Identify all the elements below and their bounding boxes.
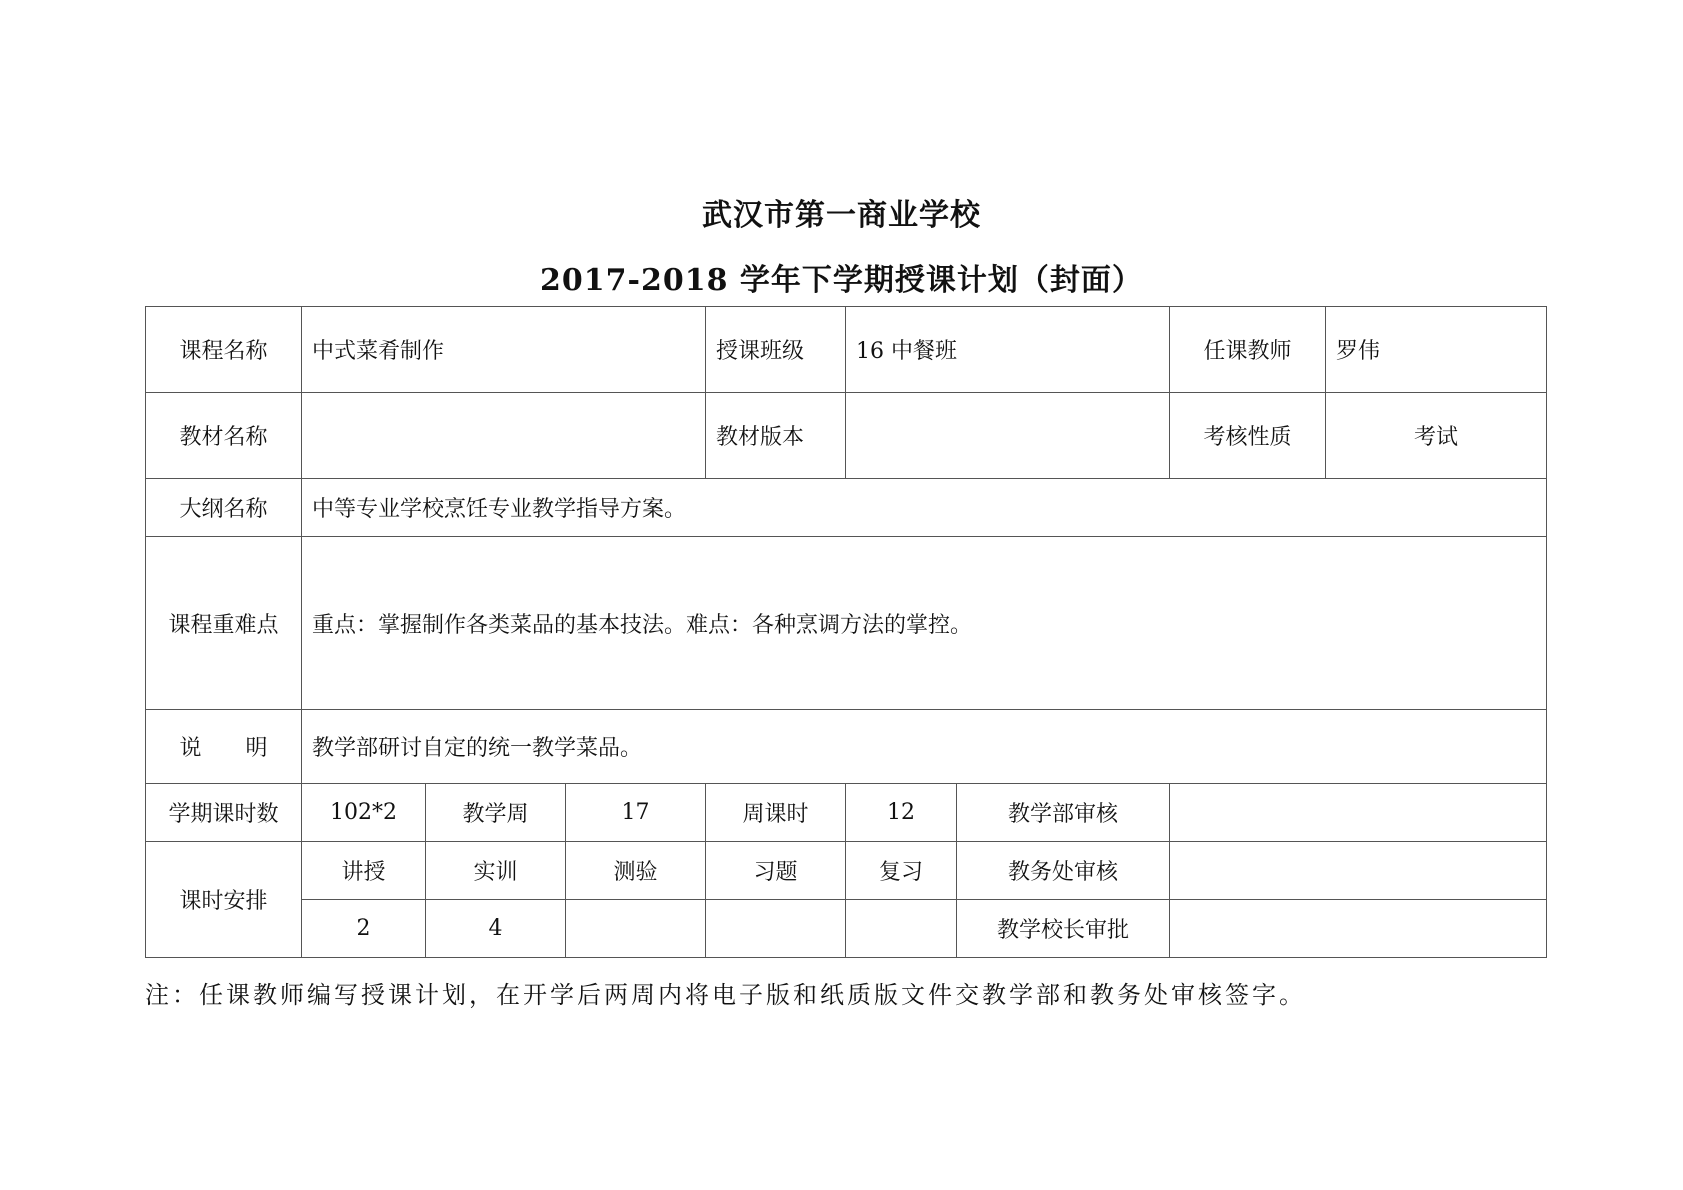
semester-hours-value: 102*2	[302, 784, 426, 842]
affairs-review-label: 教务处审核	[957, 842, 1170, 900]
explanation-label	[146, 710, 302, 784]
textbook-name-value	[302, 393, 706, 479]
course-name-label: 课程名称	[146, 307, 302, 393]
schedule-header-review: 复习	[846, 842, 957, 900]
course-name-value: 中式菜肴制作	[302, 307, 706, 393]
teacher-value: 罗伟	[1326, 307, 1547, 393]
school-title: 武汉市第一商业学校	[702, 198, 981, 233]
outline-value: 中等专业学校烹饪专业教学指导方案。	[302, 479, 1547, 537]
schedule-header-practice: 实训	[426, 842, 566, 900]
textbook-edition-value	[846, 393, 1170, 479]
semester-hours-label: 学期课时数	[146, 784, 302, 842]
class-label: 授课班级	[706, 307, 846, 393]
table-row	[146, 842, 1547, 900]
schedule-header-quiz: 测验	[566, 842, 706, 900]
table-row	[146, 307, 1547, 393]
textbook-name-label: 教材名称	[146, 393, 302, 479]
schedule-header-lecture: 讲授	[302, 842, 426, 900]
table-row	[146, 900, 1547, 958]
table-row	[146, 393, 1547, 479]
plan-title: 2017-2018 学年下学期授课计划（封面）	[540, 263, 1143, 298]
teaching-weeks-label: 教学周	[426, 784, 566, 842]
affairs-review-value	[1170, 842, 1547, 900]
schedule-label: 课时安排	[146, 842, 302, 958]
teaching-weeks-value: 17	[566, 784, 706, 842]
table-row	[146, 537, 1547, 710]
dept-review-value	[1170, 784, 1547, 842]
textbook-edition-label: 教材版本	[706, 393, 846, 479]
schedule-value-practice: 4	[426, 900, 566, 958]
key-points-label: 课程重难点	[146, 537, 302, 710]
footer-note: 注：任课教师编写授课计划，在开学后两周内将电子版和纸质版文件交教学部和教务处审核签字。	[145, 981, 1306, 1009]
schedule-value-lecture: 2	[302, 900, 426, 958]
table-row	[146, 479, 1547, 537]
teacher-label: 任课教师	[1170, 307, 1326, 393]
assessment-label: 考核性质	[1170, 393, 1326, 479]
key-points-value: 重点：掌握制作各类菜品的基本技法。难点：各种烹调方法的掌控。	[302, 537, 1547, 710]
schedule-value-exercise	[706, 900, 846, 958]
weekly-hours-label: 周课时	[706, 784, 846, 842]
assessment-value: 考试	[1326, 393, 1547, 479]
table-row	[146, 710, 1547, 784]
schedule-header-exercise: 习题	[706, 842, 846, 900]
explanation-value: 教学部研讨自定的统一教学菜品。	[302, 710, 1547, 784]
principal-approval-label: 教学校长审批	[957, 900, 1170, 958]
outline-label: 大纲名称	[146, 479, 302, 537]
course-plan-table	[145, 306, 1547, 958]
schedule-value-review	[846, 900, 957, 958]
class-value: 16 中餐班	[846, 307, 1170, 393]
schedule-value-quiz	[566, 900, 706, 958]
principal-approval-value	[1170, 900, 1547, 958]
weekly-hours-value: 12	[846, 784, 957, 842]
explanation-label-text: 说 明	[179, 736, 268, 761]
table-row	[146, 784, 1547, 842]
dept-review-label: 教学部审核	[957, 784, 1170, 842]
